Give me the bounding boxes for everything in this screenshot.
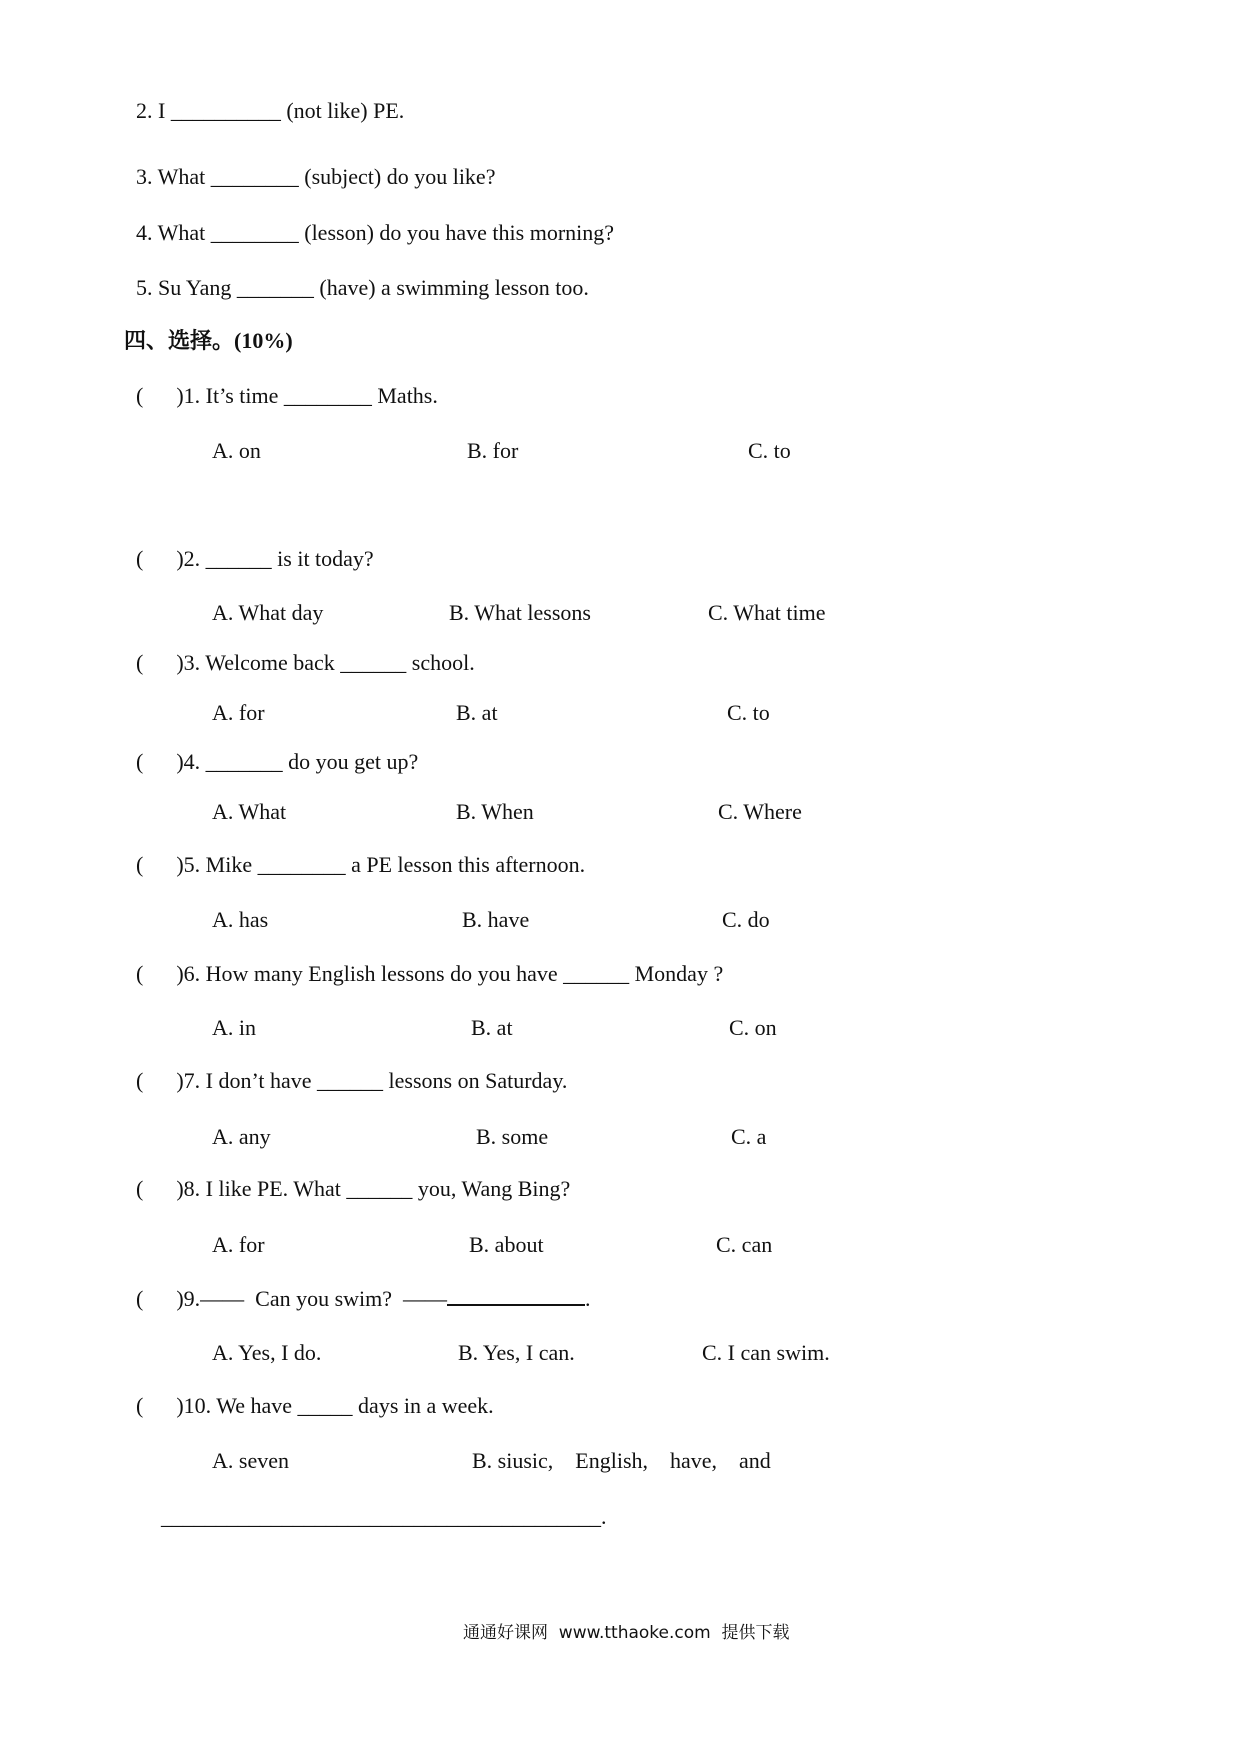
question-2-option-c: C. What time: [708, 600, 826, 625]
question-6-stem: ( )6. How many English lessons do you have ______ Monday ?: [136, 961, 724, 986]
question-3-option-a: A. for: [212, 700, 265, 725]
question-9-option-b: B. Yes, I can.: [458, 1340, 575, 1365]
question-10-option-a: A. seven: [212, 1448, 289, 1473]
question-1-option-b: B. for: [467, 438, 519, 463]
question-1-stem: ( )1. It’s time ________ Maths.: [136, 383, 438, 408]
question-9-stem-end: .: [585, 1286, 591, 1311]
question-10-stem: ( )10. We have _____ days in a week.: [136, 1393, 494, 1418]
question-5-option-c: C. do: [722, 907, 770, 932]
answer-blank: [447, 1284, 585, 1306]
question-3-option-c: C. to: [727, 700, 770, 725]
question-9-stem-text: ( )9.—— Can you swim? ——: [136, 1286, 448, 1311]
question-8-option-a: A. for: [212, 1232, 265, 1257]
question-6-option-c: C. on: [729, 1015, 777, 1040]
question-8-stem: ( )8. I like PE. What ______ you, Wang Bing?: [136, 1176, 571, 1201]
question-6-option-a: A. in: [212, 1015, 256, 1040]
answer-line: ________________________________________.: [161, 1504, 607, 1529]
question-3-option-b: B. at: [456, 700, 498, 725]
question-6-option-b: B. at: [471, 1015, 513, 1040]
question-3-stem: ( )3. Welcome back ______ school.: [136, 650, 475, 675]
question-5-option-a: A. has: [212, 907, 269, 932]
question-7-option-c: C. a: [731, 1124, 767, 1149]
fill-blank-5: 5. Su Yang _______ (have) a swimming lesson too.: [136, 275, 589, 300]
question-7-stem: ( )7. I don’t have ______ lessons on Saturday.: [136, 1068, 568, 1093]
question-8-option-b: B. about: [469, 1232, 544, 1257]
fill-blank-3: 3. What ________ (subject) do you like?: [136, 164, 496, 189]
question-1-option-a: A. on: [212, 438, 261, 463]
question-4-option-b: B. When: [456, 799, 534, 824]
question-9-option-c: C. I can swim.: [702, 1340, 830, 1365]
question-9-stem: [136, 1284, 591, 1313]
question-5-stem: ( )5. Mike ________ a PE lesson this afternoon.: [136, 852, 586, 877]
fill-blank-4: 4. What ________ (lesson) do you have this morning?: [136, 220, 615, 245]
question-7-option-b: B. some: [476, 1124, 549, 1149]
question-2-stem: ( )2. ______ is it today?: [136, 546, 374, 571]
fill-blank-2: 2. I __________ (not like) PE.: [136, 98, 405, 123]
question-9-option-a: A. Yes, I do.: [212, 1340, 322, 1365]
question-4-option-a: A. What: [212, 799, 287, 824]
question-4-stem: ( )4. _______ do you get up?: [136, 749, 419, 774]
question-2-option-a: A. What day: [212, 600, 324, 625]
question-1-option-c: C. to: [748, 438, 791, 463]
section-title: 四、选择。(10%): [124, 328, 293, 353]
question-4-option-c: C. Where: [718, 799, 802, 824]
question-8-option-c: C. can: [716, 1232, 773, 1257]
question-7-option-a: A. any: [212, 1124, 271, 1149]
question-10-option-b: B. siusic, English, have, and: [472, 1448, 771, 1473]
question-2-option-b: B. What lessons: [449, 600, 591, 625]
question-5-option-b: B. have: [462, 907, 530, 932]
page-footer: 通通好课网 www.tthaoke.com 提供下载: [463, 1623, 790, 1643]
